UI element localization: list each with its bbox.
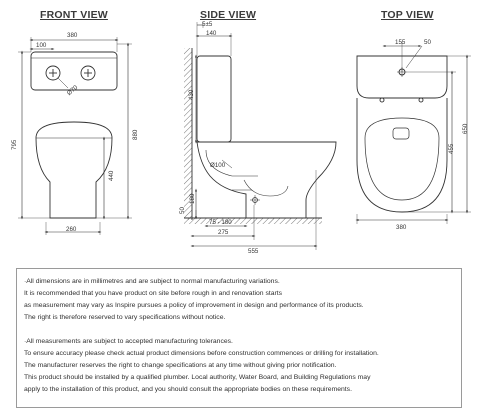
note-line: It is recommended that you have product on site before rough in and renovation starts bbox=[24, 290, 283, 297]
side-dim-centre: 275 bbox=[218, 229, 229, 236]
top-dim-depth-b: 455 bbox=[448, 143, 455, 154]
note-line: The manufacturer reserves the right to change specifications at any time without giving prior notification. bbox=[24, 362, 337, 369]
top-dim-depth-a: 650 bbox=[462, 123, 469, 134]
front-view-title: FRONT VIEW bbox=[40, 9, 108, 21]
top-dim-hole: 50 bbox=[424, 39, 431, 46]
side-dim-depth: 555 bbox=[248, 248, 259, 255]
front-view bbox=[18, 37, 132, 235]
side-dim-outlet-height: 180 bbox=[189, 193, 196, 204]
note-line: To ensure accuracy please check actual product dimensions before construction commences or drilling for installation. bbox=[24, 350, 379, 357]
side-view-title: SIDE VIEW bbox=[200, 9, 257, 21]
side-floor-hatch bbox=[184, 218, 322, 224]
side-dim-gap: 5±5 bbox=[202, 21, 213, 28]
top-bowl bbox=[357, 98, 447, 212]
top-dim-offset: 155 bbox=[395, 39, 406, 46]
side-view bbox=[184, 22, 336, 250]
note-line: ·All measurements are subject to accepted manufacturing tolerances. bbox=[24, 338, 233, 345]
front-dim-button-offset: 100 bbox=[36, 42, 47, 49]
notes-box bbox=[16, 268, 462, 408]
note-line: apply to the installation of this product, and you should consult the appropriate bodies on these requirements. bbox=[24, 386, 352, 393]
side-dim-base-offset: 50 bbox=[179, 207, 186, 214]
front-dim-height-alt: 880 bbox=[132, 129, 139, 140]
front-dim-button-dia: Ø70 bbox=[65, 84, 80, 97]
front-dim-seat-height: 440 bbox=[108, 170, 115, 181]
note-line: as measurement may vary as Inspire pursues a policy of improvement in design and performance of its products. bbox=[24, 302, 364, 309]
top-view-title: TOP VIEW bbox=[381, 9, 434, 21]
side-cistern bbox=[197, 56, 231, 142]
front-dim-base-width: 260 bbox=[66, 226, 77, 233]
front-dim-width: 380 bbox=[67, 32, 78, 39]
side-dim-set-out: 75 - 180 bbox=[209, 219, 232, 226]
front-dim-height-total: 795 bbox=[11, 139, 18, 150]
side-dim-tank-height: 430 bbox=[188, 89, 195, 100]
side-bowl bbox=[197, 142, 336, 218]
top-view bbox=[357, 42, 471, 224]
note-line: The right is therefore reserved to vary specifications without notice. bbox=[24, 314, 226, 321]
note-line: This product should be installed by a qualified plumber. Local authority, Water Board, and Building Regulations may bbox=[24, 374, 371, 381]
note-line: ·All dimensions are in millimetres and are subject to normal manufacturing variations. bbox=[24, 278, 280, 285]
front-bowl bbox=[36, 122, 112, 218]
side-dim-tank-depth: 140 bbox=[206, 30, 217, 37]
top-dim-width: 380 bbox=[396, 224, 407, 231]
side-dim-inlet-dia: Ø100 bbox=[210, 162, 226, 169]
